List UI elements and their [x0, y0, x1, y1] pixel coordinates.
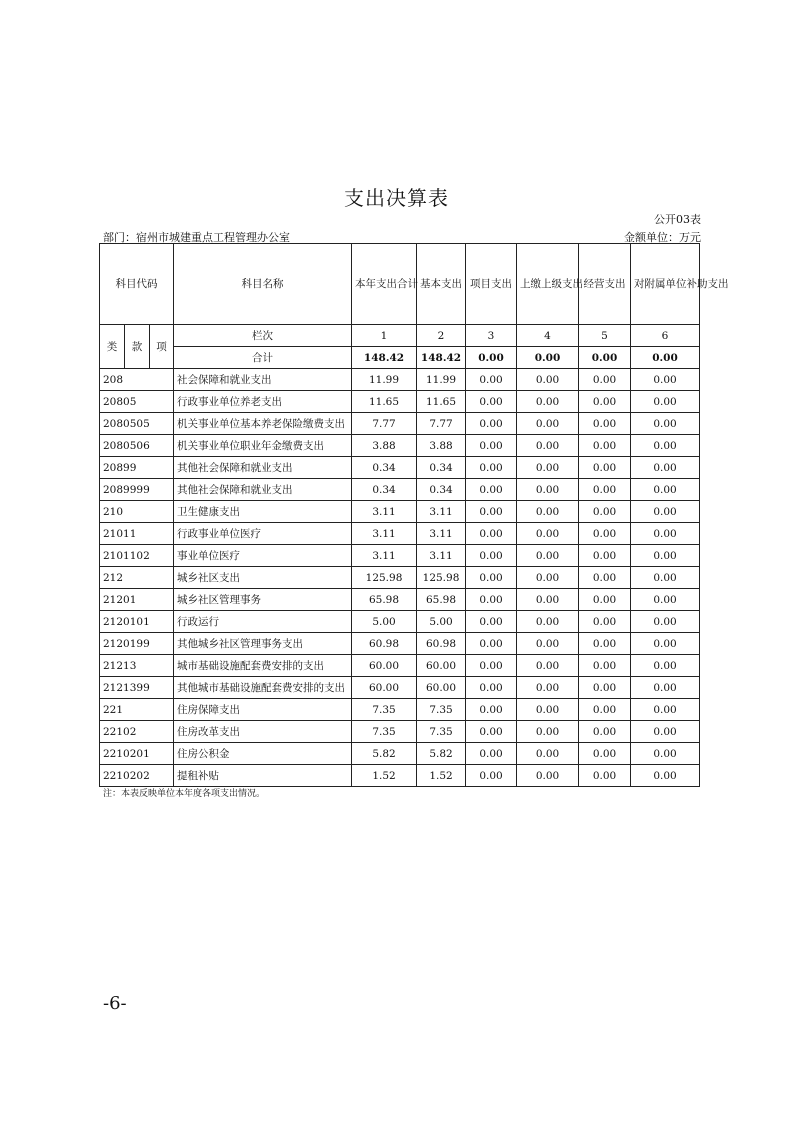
row-value: 11.65	[352, 391, 417, 413]
header-name: 科目名称	[174, 244, 352, 325]
row-value: 0.00	[579, 611, 631, 633]
row-value: 0.00	[466, 391, 517, 413]
table-row	[100, 479, 700, 501]
header-row	[100, 244, 700, 325]
row-value: 0.00	[466, 545, 517, 567]
table-row	[100, 611, 700, 633]
row-value: 0.00	[579, 699, 631, 721]
row-name: 行政事业单位医疗	[174, 523, 352, 545]
row-name: 城市基础设施配套费安排的支出	[174, 655, 352, 677]
row-value: 0.00	[579, 391, 631, 413]
row-name: 卫生健康支出	[174, 501, 352, 523]
row-value: 0.00	[466, 677, 517, 699]
total-cell: 0.00	[466, 347, 517, 369]
row-value: 60.00	[352, 655, 417, 677]
row-code: 210	[100, 501, 174, 523]
row-name: 社会保障和就业支出	[174, 369, 352, 391]
row-value: 5.00	[417, 611, 466, 633]
row-name: 行政运行	[174, 611, 352, 633]
row-name: 行政事业单位养老支出	[174, 391, 352, 413]
row-value: 0.00	[579, 721, 631, 743]
row-value: 0.34	[352, 479, 417, 501]
table-row	[100, 545, 700, 567]
table-row	[100, 391, 700, 413]
row-value: 7.35	[352, 721, 417, 743]
row-value: 3.11	[352, 501, 417, 523]
row-code: 21011	[100, 523, 174, 545]
row-value: 0.00	[631, 523, 700, 545]
row-value: 11.99	[352, 369, 417, 391]
total-row	[100, 347, 700, 369]
row-code: 21201	[100, 589, 174, 611]
row-value: 60.98	[417, 633, 466, 655]
row-value: 0.00	[466, 523, 517, 545]
header-basic-expense: 基本支出	[417, 244, 466, 325]
row-value: 0.00	[631, 479, 700, 501]
row-value: 0.00	[631, 391, 700, 413]
row-value: 0.00	[579, 413, 631, 435]
row-value: 0.00	[579, 457, 631, 479]
department-label: 部门：宿州市城建重点工程管理办公室	[103, 231, 290, 244]
row-value: 0.00	[466, 413, 517, 435]
table-note: 注：本表反映单位本年度各项支出情况。	[103, 789, 266, 799]
table-row	[100, 699, 700, 721]
row-value: 1.52	[417, 765, 466, 787]
row-value: 7.35	[417, 699, 466, 721]
row-value: 0.00	[579, 567, 631, 589]
table-row	[100, 589, 700, 611]
table-row	[100, 655, 700, 677]
row-name: 提租补贴	[174, 765, 352, 787]
col-number: 5	[579, 325, 631, 347]
total-cell: 0.00	[579, 347, 631, 369]
header-project-expense: 项目支出	[466, 244, 517, 325]
row-value: 0.00	[517, 765, 579, 787]
row-value: 0.00	[517, 589, 579, 611]
col-number: 6	[631, 325, 700, 347]
row-value: 3.88	[352, 435, 417, 457]
row-code: 20899	[100, 457, 174, 479]
total-cell: 0.00	[517, 347, 579, 369]
row-value: 0.00	[466, 501, 517, 523]
row-value: 0.00	[517, 633, 579, 655]
row-value: 0.00	[517, 435, 579, 457]
row-value: 0.00	[579, 633, 631, 655]
row-value: 0.00	[631, 765, 700, 787]
row-value: 7.35	[352, 699, 417, 721]
row-value: 60.00	[417, 677, 466, 699]
row-value: 0.00	[466, 721, 517, 743]
row-value: 0.00	[466, 435, 517, 457]
header-code: 科目代码	[100, 244, 174, 325]
total-cell: 148.42	[352, 347, 417, 369]
header-operating-expense: 经营支出	[579, 244, 631, 325]
table-row	[100, 567, 700, 589]
row-value: 0.00	[631, 457, 700, 479]
table-row	[100, 435, 700, 457]
row-value: 0.00	[631, 501, 700, 523]
column-number-row	[100, 325, 700, 347]
row-value: 3.11	[417, 501, 466, 523]
row-code: 2121399	[100, 677, 174, 699]
row-value: 125.98	[417, 567, 466, 589]
row-value: 0.00	[579, 589, 631, 611]
table-row	[100, 523, 700, 545]
row-value: 0.00	[466, 633, 517, 655]
row-value: 60.00	[352, 677, 417, 699]
row-value: 0.00	[517, 655, 579, 677]
row-value: 0.00	[466, 655, 517, 677]
row-code: 2120101	[100, 611, 174, 633]
row-name: 机关事业单位职业年金缴费支出	[174, 435, 352, 457]
row-code: 2080506	[100, 435, 174, 457]
row-value: 7.77	[417, 413, 466, 435]
row-name: 城乡社区支出	[174, 567, 352, 589]
row-value: 0.00	[631, 677, 700, 699]
row-value: 0.34	[417, 457, 466, 479]
table-row	[100, 457, 700, 479]
row-value: 0.00	[631, 369, 700, 391]
row-code: 208	[100, 369, 174, 391]
row-code: 2210201	[100, 743, 174, 765]
row-name: 机关事业单位基本养老保险缴费支出	[174, 413, 352, 435]
col-number: 1	[352, 325, 417, 347]
row-value: 7.35	[417, 721, 466, 743]
col-number: 2	[417, 325, 466, 347]
row-value: 0.00	[579, 479, 631, 501]
row-value: 0.00	[631, 743, 700, 765]
row-code: 2210202	[100, 765, 174, 787]
total-cell: 148.42	[417, 347, 466, 369]
row-value: 0.00	[631, 589, 700, 611]
row-value: 0.00	[466, 457, 517, 479]
row-value: 5.82	[352, 743, 417, 765]
row-value: 0.00	[466, 611, 517, 633]
row-value: 0.00	[631, 633, 700, 655]
table-row	[100, 721, 700, 743]
row-code: 2080505	[100, 413, 174, 435]
row-code: 22102	[100, 721, 174, 743]
form-number: 公开03表	[654, 213, 701, 226]
row-name: 住房改革支出	[174, 721, 352, 743]
table-row	[100, 743, 700, 765]
row-value: 11.65	[417, 391, 466, 413]
row-name: 其他城市基础设施配套费安排的支出	[174, 677, 352, 699]
row-value: 3.11	[352, 545, 417, 567]
row-value: 0.00	[579, 677, 631, 699]
row-code: 212	[100, 567, 174, 589]
row-name: 其他城乡社区管理事务支出	[174, 633, 352, 655]
row-value: 7.77	[352, 413, 417, 435]
row-value: 0.00	[517, 369, 579, 391]
row-name: 其他社会保障和就业支出	[174, 479, 352, 501]
table-row	[100, 501, 700, 523]
row-value: 0.00	[466, 589, 517, 611]
table-row	[100, 369, 700, 391]
row-value: 0.00	[579, 545, 631, 567]
row-value: 0.00	[579, 435, 631, 457]
total-cell: 0.00	[631, 347, 700, 369]
row-value: 11.99	[417, 369, 466, 391]
row-value: 0.00	[517, 611, 579, 633]
row-value: 65.98	[352, 589, 417, 611]
row-value: 0.00	[631, 699, 700, 721]
row-value: 0.00	[579, 369, 631, 391]
row-value: 0.00	[466, 743, 517, 765]
row-code: 20805	[100, 391, 174, 413]
row-value: 0.00	[631, 413, 700, 435]
row-value: 65.98	[417, 589, 466, 611]
table-row	[100, 765, 700, 787]
row-value: 0.00	[466, 567, 517, 589]
row-value: 0.00	[631, 435, 700, 457]
page-number: -6-	[103, 993, 127, 1014]
row-value: 0.00	[466, 479, 517, 501]
row-value: 3.11	[352, 523, 417, 545]
header-total-expense: 本年支出合计	[352, 244, 417, 325]
row-value: 0.00	[631, 721, 700, 743]
row-value: 0.00	[517, 457, 579, 479]
page-title: 支出决算表	[344, 186, 449, 210]
header-xiang: 项	[150, 325, 174, 369]
row-name: 事业单位医疗	[174, 545, 352, 567]
row-name: 住房保障支出	[174, 699, 352, 721]
row-code: 221	[100, 699, 174, 721]
row-value: 0.34	[352, 457, 417, 479]
total-label: 合计	[174, 347, 352, 369]
row-value: 1.52	[352, 765, 417, 787]
row-value: 5.82	[417, 743, 466, 765]
header-kuan: 款	[125, 325, 150, 369]
unit-label: 金额单位：万元	[624, 231, 701, 244]
row-value: 0.00	[517, 501, 579, 523]
row-value: 0.00	[466, 765, 517, 787]
row-value: 0.34	[417, 479, 466, 501]
row-value: 0.00	[631, 611, 700, 633]
row-value: 0.00	[517, 413, 579, 435]
row-value: 0.00	[517, 523, 579, 545]
row-value: 0.00	[517, 743, 579, 765]
row-value: 0.00	[579, 501, 631, 523]
row-value: 0.00	[466, 369, 517, 391]
row-name: 其他社会保障和就业支出	[174, 457, 352, 479]
header-remit-expense: 上缴上级支出	[517, 244, 579, 325]
row-name: 住房公积金	[174, 743, 352, 765]
row-value: 0.00	[579, 743, 631, 765]
row-value: 0.00	[517, 721, 579, 743]
row-value: 3.11	[417, 523, 466, 545]
expenditure-table	[99, 243, 729, 787]
row-code: 2101102	[100, 545, 174, 567]
row-value: 5.00	[352, 611, 417, 633]
row-value: 0.00	[517, 391, 579, 413]
row-value: 60.00	[417, 655, 466, 677]
row-value: 0.00	[579, 523, 631, 545]
row-value: 0.00	[466, 699, 517, 721]
table-row	[100, 413, 700, 435]
row-value: 0.00	[631, 567, 700, 589]
row-value: 0.00	[579, 655, 631, 677]
table-row	[100, 677, 700, 699]
row-value: 0.00	[631, 655, 700, 677]
col-number: 3	[466, 325, 517, 347]
row-value: 0.00	[517, 677, 579, 699]
row-value: 3.11	[417, 545, 466, 567]
header-lanci: 栏次	[174, 325, 352, 347]
row-code: 2089999	[100, 479, 174, 501]
header-lei: 类	[100, 325, 125, 369]
row-value: 60.98	[352, 633, 417, 655]
row-value: 125.98	[352, 567, 417, 589]
row-value: 0.00	[631, 545, 700, 567]
header-subsidy-expense: 对附属单位补助支出	[631, 244, 700, 325]
row-code: 2120199	[100, 633, 174, 655]
row-value: 3.88	[417, 435, 466, 457]
table-row	[100, 633, 700, 655]
row-code: 21213	[100, 655, 174, 677]
row-name: 城乡社区管理事务	[174, 589, 352, 611]
row-value: 0.00	[517, 567, 579, 589]
row-value: 0.00	[517, 479, 579, 501]
row-value: 0.00	[517, 545, 579, 567]
row-value: 0.00	[517, 699, 579, 721]
col-number: 4	[517, 325, 579, 347]
row-value: 0.00	[579, 765, 631, 787]
